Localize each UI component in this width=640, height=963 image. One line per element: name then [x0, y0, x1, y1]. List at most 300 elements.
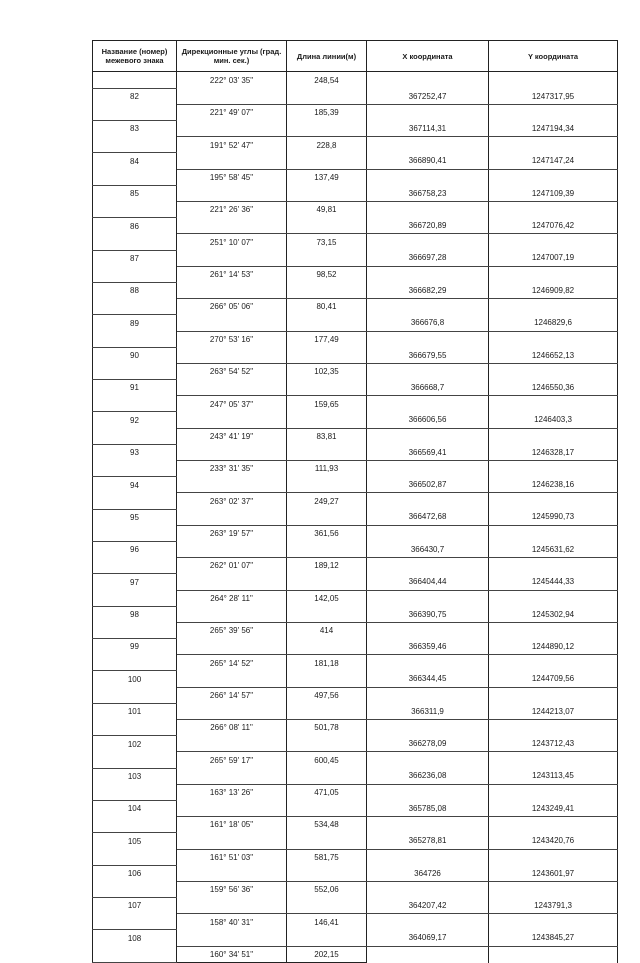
- x-coordinate-cell: 364207,42: [367, 898, 489, 914]
- table-row: [93, 396, 618, 412]
- table-row: [93, 541, 618, 557]
- table-row: [93, 347, 618, 363]
- line-length-cell: [287, 768, 367, 784]
- table-row: [93, 930, 618, 946]
- x-coordinate-cell: 366502,87: [367, 477, 489, 493]
- marker-name-cell: [93, 590, 177, 606]
- table-row: [93, 428, 618, 444]
- x-coordinate-cell: 366679,55: [367, 347, 489, 363]
- y-coordinate-cell: [489, 525, 618, 541]
- y-coordinate-cell: [489, 428, 618, 444]
- table-row: [93, 784, 618, 800]
- y-coordinate-cell: [489, 234, 618, 250]
- y-coordinate-cell: 1246909,82: [489, 282, 618, 298]
- marker-name-cell: 101: [93, 703, 177, 719]
- y-coordinate-cell: [489, 655, 618, 671]
- x-coordinate-cell: [367, 914, 489, 930]
- direction-angle-cell: [177, 800, 287, 816]
- line-length-cell: [287, 315, 367, 331]
- table-row: [93, 266, 618, 282]
- table-row: [93, 185, 618, 201]
- line-length-cell: 73,15: [287, 234, 367, 250]
- marker-name-cell: 106: [93, 865, 177, 881]
- table-row: [93, 509, 618, 525]
- line-length-cell: 361,56: [287, 525, 367, 541]
- table-row: [93, 639, 618, 655]
- marker-name-cell: 84: [93, 153, 177, 169]
- x-coordinate-cell: 366720,89: [367, 218, 489, 234]
- marker-name-cell: [93, 234, 177, 250]
- x-coordinate-cell: [367, 525, 489, 541]
- direction-angle-cell: 161° 51' 03": [177, 849, 287, 865]
- boundary-coordinates-table: [92, 40, 618, 963]
- x-coordinate-cell: [367, 169, 489, 185]
- y-coordinate-cell: [489, 590, 618, 606]
- table-row: [93, 881, 618, 897]
- y-coordinate-cell: [489, 622, 618, 638]
- direction-angle-cell: 160° 34' 51": [177, 946, 287, 963]
- y-coordinate-cell: 1244709,56: [489, 671, 618, 687]
- line-length-cell: 177,49: [287, 331, 367, 347]
- line-length-cell: [287, 800, 367, 816]
- x-coordinate-cell: 366682,29: [367, 282, 489, 298]
- direction-angle-cell: 263° 02' 37": [177, 493, 287, 509]
- direction-angle-cell: [177, 703, 287, 719]
- marker-name-cell: [93, 72, 177, 89]
- direction-angle-cell: 262° 01' 07": [177, 558, 287, 574]
- y-coordinate-cell: 1246829,6: [489, 315, 618, 331]
- direction-angle-cell: 265° 39' 56": [177, 622, 287, 638]
- marker-name-cell: 91: [93, 380, 177, 396]
- y-coordinate-cell: 1247194,34: [489, 121, 618, 137]
- direction-angle-cell: [177, 185, 287, 201]
- x-coordinate-cell: 366311,9: [367, 703, 489, 719]
- table-row: [93, 218, 618, 234]
- x-coordinate-cell: [367, 72, 489, 89]
- y-coordinate-cell: [489, 849, 618, 865]
- line-length-cell: 202,15: [287, 946, 367, 963]
- y-coordinate-cell: 1243420,76: [489, 833, 618, 849]
- x-coordinate-cell: [367, 396, 489, 412]
- x-coordinate-cell: 367252,47: [367, 88, 489, 104]
- x-coordinate-cell: 365785,08: [367, 800, 489, 816]
- x-coordinate-cell: [367, 655, 489, 671]
- line-length-cell: 49,81: [287, 202, 367, 218]
- table-row: [93, 525, 618, 541]
- direction-angle-cell: [177, 736, 287, 752]
- line-length-cell: 142,05: [287, 590, 367, 606]
- marker-name-cell: [93, 558, 177, 574]
- line-length-cell: 189,12: [287, 558, 367, 574]
- x-coordinate-cell: [367, 137, 489, 153]
- table-row: [93, 250, 618, 266]
- x-coordinate-cell: [367, 202, 489, 218]
- table-row: [93, 153, 618, 169]
- line-length-cell: 497,56: [287, 687, 367, 703]
- y-coordinate-cell: [489, 817, 618, 833]
- marker-name-cell: 100: [93, 671, 177, 687]
- table-row: [93, 687, 618, 703]
- y-coordinate-cell: 1244890,12: [489, 639, 618, 655]
- marker-name-cell: [93, 169, 177, 185]
- y-coordinate-cell: 1245302,94: [489, 606, 618, 622]
- marker-name-cell: [93, 784, 177, 800]
- marker-name-cell: [93, 331, 177, 347]
- line-length-cell: 159,65: [287, 396, 367, 412]
- marker-name-cell: [93, 752, 177, 768]
- marker-name-cell: [93, 202, 177, 218]
- line-length-cell: 181,18: [287, 655, 367, 671]
- x-coordinate-cell: [367, 558, 489, 574]
- line-length-cell: [287, 703, 367, 719]
- table-row: [93, 946, 618, 963]
- y-coordinate-cell: [489, 72, 618, 89]
- line-length-cell: [287, 218, 367, 234]
- survey-page: [92, 40, 617, 963]
- x-coordinate-cell: 366569,41: [367, 444, 489, 460]
- y-coordinate-cell: [489, 558, 618, 574]
- marker-name-cell: 94: [93, 477, 177, 493]
- table-row: [93, 72, 618, 89]
- line-length-cell: 600,45: [287, 752, 367, 768]
- y-coordinate-cell: 1246652,13: [489, 347, 618, 363]
- x-coordinate-cell: [367, 817, 489, 833]
- line-length-cell: [287, 88, 367, 104]
- header-y-coordinate: Y координата: [489, 41, 618, 72]
- marker-name-cell: 89: [93, 315, 177, 331]
- y-coordinate-cell: 1247109,39: [489, 185, 618, 201]
- x-coordinate-cell: [367, 881, 489, 897]
- marker-name-cell: 92: [93, 412, 177, 428]
- x-coordinate-cell: [367, 428, 489, 444]
- line-length-cell: [287, 121, 367, 137]
- y-coordinate-cell: [489, 266, 618, 282]
- table-row: [93, 380, 618, 396]
- direction-angle-cell: 263° 54' 52": [177, 363, 287, 379]
- y-coordinate-cell: [489, 202, 618, 218]
- table-row: [93, 461, 618, 477]
- line-length-cell: 228,8: [287, 137, 367, 153]
- x-coordinate-cell: [367, 687, 489, 703]
- marker-name-cell: [93, 493, 177, 509]
- line-length-cell: [287, 930, 367, 946]
- marker-name-cell: 95: [93, 509, 177, 525]
- y-coordinate-cell: [489, 461, 618, 477]
- y-coordinate-cell: 1245990,73: [489, 509, 618, 525]
- x-coordinate-cell: [367, 946, 489, 963]
- y-coordinate-cell: 1247007,19: [489, 250, 618, 266]
- marker-name-cell: 93: [93, 444, 177, 460]
- marker-name-cell: 99: [93, 639, 177, 655]
- x-coordinate-cell: 366430,7: [367, 541, 489, 557]
- x-coordinate-cell: 367114,31: [367, 121, 489, 137]
- direction-angle-cell: 263° 19' 57": [177, 525, 287, 541]
- header-direction-angle: Дирекционные углы (град. мин. сек.): [177, 41, 287, 72]
- y-coordinate-cell: [489, 720, 618, 736]
- marker-name-cell: [93, 363, 177, 379]
- table-row: [93, 121, 618, 137]
- x-coordinate-cell: 366344,45: [367, 671, 489, 687]
- header-line-length: Длина линии(м): [287, 41, 367, 72]
- line-length-cell: 185,39: [287, 104, 367, 120]
- direction-angle-cell: [177, 833, 287, 849]
- direction-angle-cell: 251° 10' 07": [177, 234, 287, 250]
- y-coordinate-cell: 1247317,95: [489, 88, 618, 104]
- direction-angle-cell: 159° 56' 36": [177, 881, 287, 897]
- line-length-cell: [287, 574, 367, 590]
- marker-name-cell: 86: [93, 218, 177, 234]
- x-coordinate-cell: [367, 590, 489, 606]
- line-length-cell: [287, 639, 367, 655]
- y-coordinate-cell: [489, 914, 618, 930]
- table-row: [93, 477, 618, 493]
- y-coordinate-cell: [489, 881, 618, 897]
- line-length-cell: [287, 250, 367, 266]
- table-row: [93, 898, 618, 914]
- marker-name-cell: 104: [93, 800, 177, 816]
- marker-name-cell: [93, 849, 177, 865]
- marker-name-cell: 96: [93, 541, 177, 557]
- table-row: [93, 800, 618, 816]
- x-coordinate-cell: [367, 104, 489, 120]
- direction-angle-cell: 247° 05' 37": [177, 396, 287, 412]
- table-row: [93, 768, 618, 784]
- table-row: [93, 234, 618, 250]
- line-length-cell: 83,81: [287, 428, 367, 444]
- line-length-cell: 552,06: [287, 881, 367, 897]
- direction-angle-cell: 266° 05' 06": [177, 299, 287, 315]
- y-coordinate-cell: [489, 493, 618, 509]
- direction-angle-cell: 221° 49' 07": [177, 104, 287, 120]
- y-coordinate-cell: 1243791,3: [489, 898, 618, 914]
- direction-angle-cell: [177, 121, 287, 137]
- line-length-cell: 102,35: [287, 363, 367, 379]
- table-row: [93, 606, 618, 622]
- marker-name-cell: [93, 622, 177, 638]
- y-coordinate-cell: 1243601,97: [489, 865, 618, 881]
- line-length-cell: 146,41: [287, 914, 367, 930]
- y-coordinate-cell: [489, 687, 618, 703]
- header-x-coordinate: X координата: [367, 41, 489, 72]
- table-row: [93, 88, 618, 104]
- marker-name-cell: 90: [93, 347, 177, 363]
- y-coordinate-cell: [489, 363, 618, 379]
- y-coordinate-cell: [489, 784, 618, 800]
- direction-angle-cell: [177, 412, 287, 428]
- x-coordinate-cell: [367, 849, 489, 865]
- table-row: [93, 914, 618, 930]
- direction-angle-cell: [177, 444, 287, 460]
- x-coordinate-cell: [367, 784, 489, 800]
- direction-angle-cell: [177, 541, 287, 557]
- marker-name-cell: 102: [93, 736, 177, 752]
- marker-name-cell: [93, 266, 177, 282]
- y-coordinate-cell: 1246328,17: [489, 444, 618, 460]
- marker-name-cell: [93, 299, 177, 315]
- marker-name-cell: [93, 525, 177, 541]
- x-coordinate-cell: 366278,09: [367, 736, 489, 752]
- line-length-cell: [287, 541, 367, 557]
- direction-angle-cell: 266° 08' 11": [177, 720, 287, 736]
- x-coordinate-cell: 366697,28: [367, 250, 489, 266]
- x-coordinate-cell: [367, 331, 489, 347]
- direction-angle-cell: 266° 14' 57": [177, 687, 287, 703]
- direction-angle-cell: 264° 28' 11": [177, 590, 287, 606]
- marker-name-cell: 107: [93, 898, 177, 914]
- line-length-cell: [287, 380, 367, 396]
- y-coordinate-cell: [489, 946, 618, 963]
- line-length-cell: 581,75: [287, 849, 367, 865]
- marker-name-cell: [93, 881, 177, 897]
- y-coordinate-cell: 1247147,24: [489, 153, 618, 169]
- marker-name-cell: [93, 104, 177, 120]
- line-length-cell: [287, 509, 367, 525]
- marker-name-cell: 98: [93, 606, 177, 622]
- y-coordinate-cell: [489, 169, 618, 185]
- marker-name-cell: 105: [93, 833, 177, 849]
- direction-angle-cell: 195° 58' 45": [177, 169, 287, 185]
- marker-name-cell: 82: [93, 88, 177, 104]
- direction-angle-cell: [177, 153, 287, 169]
- x-coordinate-cell: [367, 720, 489, 736]
- y-coordinate-cell: [489, 299, 618, 315]
- table-row: [93, 574, 618, 590]
- x-coordinate-cell: 366390,75: [367, 606, 489, 622]
- direction-angle-cell: [177, 347, 287, 363]
- marker-name-cell: 88: [93, 282, 177, 298]
- direction-angle-cell: [177, 606, 287, 622]
- line-length-cell: 80,41: [287, 299, 367, 315]
- table-row: [93, 315, 618, 331]
- header-marker-name: Название (номер) межевого знака: [93, 41, 177, 72]
- x-coordinate-cell: 366758,23: [367, 185, 489, 201]
- table-row: [93, 444, 618, 460]
- direction-angle-cell: 221° 26' 36": [177, 202, 287, 218]
- direction-angle-cell: [177, 282, 287, 298]
- marker-name-cell: 85: [93, 185, 177, 201]
- marker-name-cell: [93, 655, 177, 671]
- x-coordinate-cell: 366236,08: [367, 768, 489, 784]
- line-length-cell: [287, 671, 367, 687]
- x-coordinate-cell: 366676,8: [367, 315, 489, 331]
- marker-name-cell: [93, 720, 177, 736]
- direction-angle-cell: [177, 898, 287, 914]
- line-length-cell: 248,54: [287, 72, 367, 89]
- line-length-cell: [287, 736, 367, 752]
- direction-angle-cell: 233° 31' 35": [177, 461, 287, 477]
- x-coordinate-cell: [367, 234, 489, 250]
- direction-angle-cell: 222° 03' 35": [177, 72, 287, 89]
- direction-angle-cell: [177, 88, 287, 104]
- direction-angle-cell: 161° 18' 05": [177, 817, 287, 833]
- table-row: [93, 299, 618, 315]
- direction-angle-cell: 265° 59' 17": [177, 752, 287, 768]
- x-coordinate-cell: [367, 299, 489, 315]
- line-length-cell: 471,05: [287, 784, 367, 800]
- line-length-cell: 111,93: [287, 461, 367, 477]
- direction-angle-cell: [177, 768, 287, 784]
- table-row: [93, 671, 618, 687]
- table-row: [93, 703, 618, 719]
- marker-name-cell: [93, 946, 177, 963]
- y-coordinate-cell: 1247076,42: [489, 218, 618, 234]
- marker-name-cell: [93, 687, 177, 703]
- marker-name-cell: 87: [93, 250, 177, 266]
- table-row: [93, 412, 618, 428]
- direction-angle-cell: 191° 52' 47": [177, 137, 287, 153]
- x-coordinate-cell: 365278,81: [367, 833, 489, 849]
- y-coordinate-cell: [489, 331, 618, 347]
- line-length-cell: [287, 185, 367, 201]
- direction-angle-cell: [177, 671, 287, 687]
- table-row: [93, 558, 618, 574]
- table-row: [93, 590, 618, 606]
- table-row: [93, 169, 618, 185]
- table-row: [93, 137, 618, 153]
- line-length-cell: 98,52: [287, 266, 367, 282]
- y-coordinate-cell: 1246238,16: [489, 477, 618, 493]
- line-length-cell: [287, 282, 367, 298]
- line-length-cell: [287, 347, 367, 363]
- x-coordinate-cell: 364726: [367, 865, 489, 881]
- marker-name-cell: [93, 428, 177, 444]
- marker-name-cell: 108: [93, 930, 177, 946]
- table-row: [93, 817, 618, 833]
- x-coordinate-cell: 366472,68: [367, 509, 489, 525]
- x-coordinate-cell: 364069,17: [367, 930, 489, 946]
- direction-angle-cell: [177, 639, 287, 655]
- direction-angle-cell: 243° 41' 19": [177, 428, 287, 444]
- direction-angle-cell: 265° 14' 52": [177, 655, 287, 671]
- table-row: [93, 720, 618, 736]
- y-coordinate-cell: 1246403,3: [489, 412, 618, 428]
- direction-angle-cell: [177, 865, 287, 881]
- y-coordinate-cell: 1243845,27: [489, 930, 618, 946]
- y-coordinate-cell: 1245444,33: [489, 574, 618, 590]
- x-coordinate-cell: 366668,7: [367, 380, 489, 396]
- direction-angle-cell: 261° 14' 53": [177, 266, 287, 282]
- marker-name-cell: [93, 914, 177, 930]
- line-length-cell: [287, 865, 367, 881]
- table-row: [93, 331, 618, 347]
- table-row: [93, 493, 618, 509]
- y-coordinate-cell: [489, 104, 618, 120]
- x-coordinate-cell: [367, 752, 489, 768]
- line-length-cell: [287, 898, 367, 914]
- line-length-cell: [287, 477, 367, 493]
- x-coordinate-cell: 366359,46: [367, 639, 489, 655]
- marker-name-cell: [93, 817, 177, 833]
- y-coordinate-cell: 1246550,36: [489, 380, 618, 396]
- direction-angle-cell: [177, 477, 287, 493]
- x-coordinate-cell: [367, 493, 489, 509]
- direction-angle-cell: [177, 574, 287, 590]
- x-coordinate-cell: [367, 461, 489, 477]
- y-coordinate-cell: [489, 396, 618, 412]
- marker-name-cell: 83: [93, 121, 177, 137]
- y-coordinate-cell: 1243113,45: [489, 768, 618, 784]
- line-length-cell: 414: [287, 622, 367, 638]
- marker-name-cell: [93, 396, 177, 412]
- x-coordinate-cell: [367, 622, 489, 638]
- table-row: [93, 752, 618, 768]
- line-length-cell: [287, 412, 367, 428]
- table-row: [93, 202, 618, 218]
- direction-angle-cell: [177, 930, 287, 946]
- direction-angle-cell: [177, 380, 287, 396]
- direction-angle-cell: [177, 250, 287, 266]
- x-coordinate-cell: [367, 363, 489, 379]
